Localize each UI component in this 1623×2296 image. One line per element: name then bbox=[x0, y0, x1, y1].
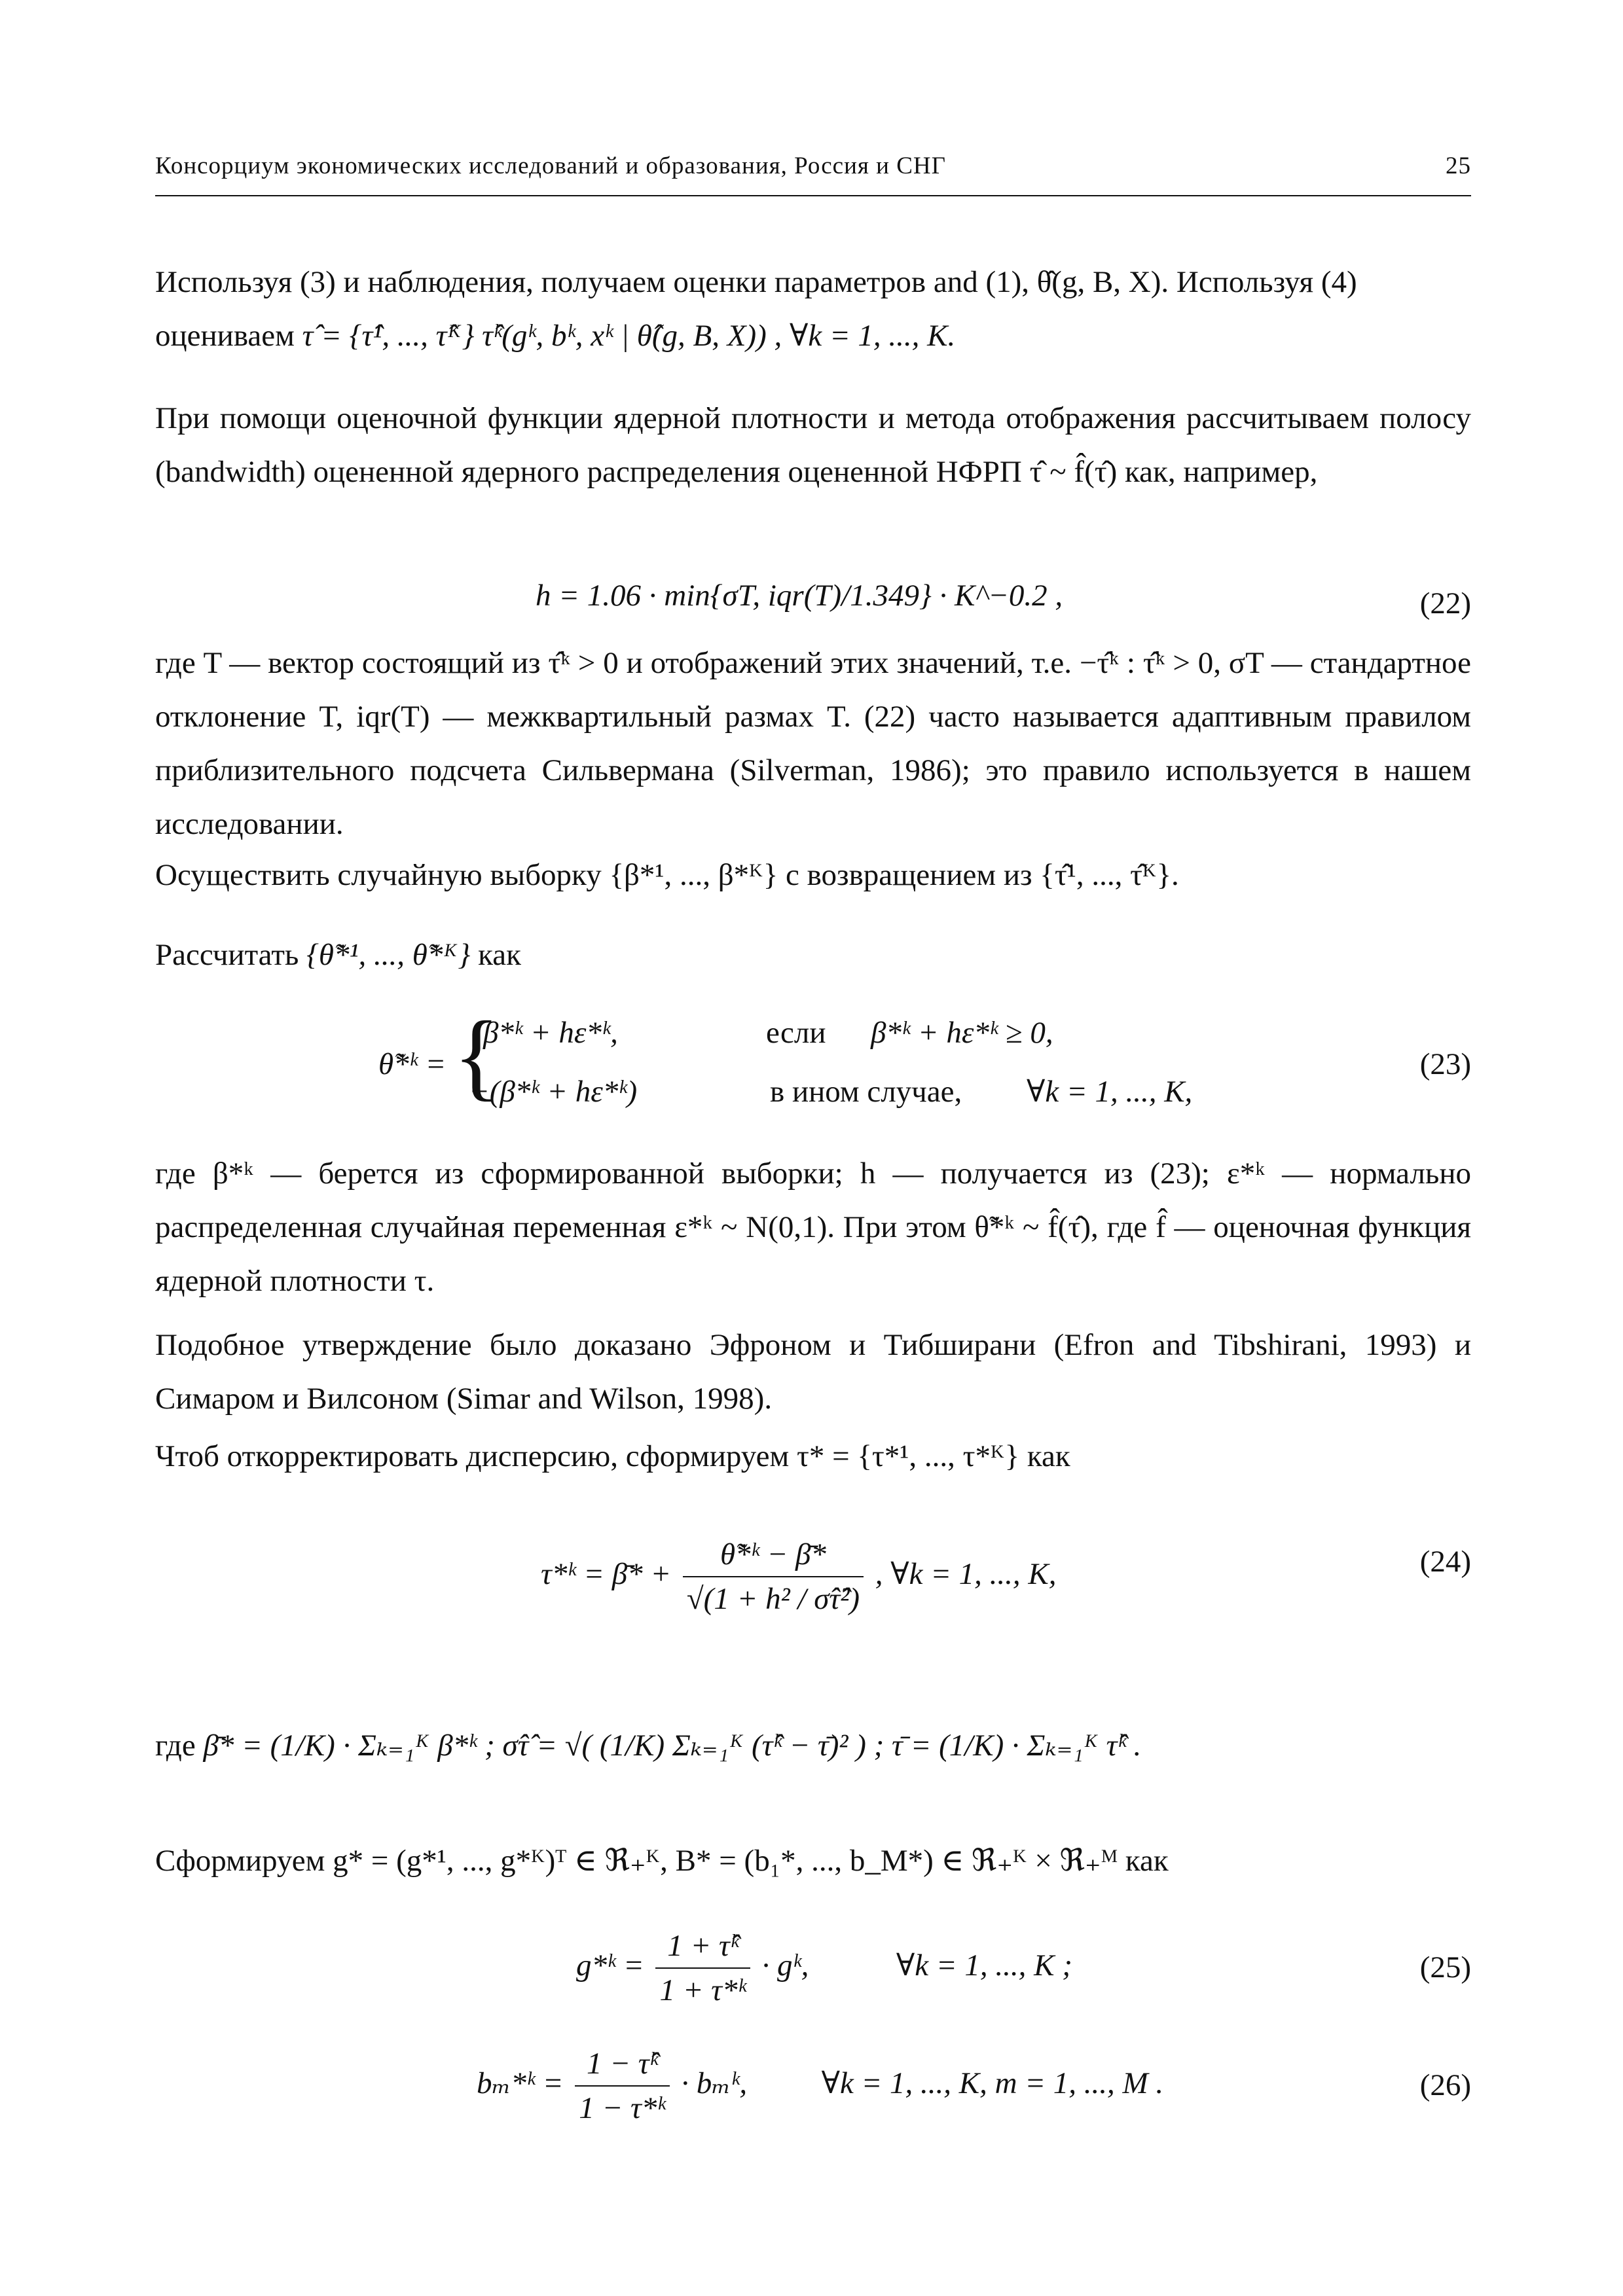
equation-number-22: (22) bbox=[1419, 586, 1471, 620]
equation-23-cond2-word: в ином случае, bbox=[770, 1075, 962, 1109]
equation-26-lhs: bₘ*ᵏ = bbox=[477, 2066, 564, 2100]
paragraph-form-g-b: Сформируем g* = (g*¹, ..., g*ᴷ)ᵀ ∈ ℜ₊ᴷ, B* = (b₁*, ..., b_M*) ∈ ℜ₊ᴷ × ℜ₊ᴹ как bbox=[155, 1844, 1169, 1878]
equation-25-denominator: 1 + τ*ᵏ bbox=[659, 1973, 746, 2007]
paragraph-line: Используя (3) и наблюдения, получаем оценки параметров and (1), θ̂(g, B, X). Используя (4) bbox=[155, 265, 1357, 299]
equation-24-tail: , ∀k = 1, ..., K, bbox=[875, 1556, 1057, 1591]
equation-26-tail: · bₘᵏ, bbox=[681, 2066, 748, 2100]
equation-24-numerator: θ̃*ᵏ − β̄* bbox=[683, 1533, 864, 1577]
paragraph-line bbox=[155, 309, 1471, 363]
equation-24-lhs: τ*ᵏ = β̄* + bbox=[541, 1556, 672, 1591]
equation-25-fraction bbox=[655, 1924, 750, 2012]
paragraph-text: как bbox=[478, 938, 521, 972]
equation-26-condition: ∀k = 1, ..., K, m = 1, ..., M . bbox=[821, 2066, 1164, 2100]
equation-24-den-h: h² bbox=[765, 1582, 790, 1616]
equation-25-lhs: g*ᵏ = bbox=[576, 1948, 644, 1982]
paragraph-vector-t: где T — вектор состоящий из τ̂ᵏ > 0 и отображений этих значений, т.е. −τ̂ᵏ : τ̂ᵏ > 0, σT — стандартное отклонение T, iqr(T) — межквартильный размах T. (22) часто называется адаптивным правилом приблизительного подсчета Сильвермана (Silverman, 1986); это правило используется в нашем исследовании. bbox=[155, 646, 1471, 841]
paragraph-definitions bbox=[155, 1719, 1471, 1772]
page-number: 25 bbox=[1446, 152, 1471, 179]
equation-23-cond1: β*ᵏ + hε*ᵏ ≥ 0, bbox=[871, 1016, 1053, 1050]
paragraph-text: Рассчитать bbox=[155, 938, 299, 972]
paragraph-variance: Чтоб откорректировать дисперсию, сформируем τ* = {τ*¹, ..., τ*ᴷ} как bbox=[155, 1439, 1070, 1473]
equation-23-case2: −(β*ᵏ + hε*ᵏ) bbox=[469, 1075, 638, 1109]
equation-number-24: (24) bbox=[1419, 1545, 1471, 1579]
equation-25-condition: ∀k = 1, ..., K ; bbox=[896, 1948, 1072, 1982]
equation-26-denominator: 1 − τ*ᵏ bbox=[579, 2091, 666, 2125]
definition-tau-bar: τ̄ = (1/K) · Σₖ₌₁ᴷ τ̂ᵏ . bbox=[892, 1729, 1142, 1763]
equation-23-lhs: θ̃*ᵏ = bbox=[378, 1047, 447, 1081]
equation-25 bbox=[576, 1924, 1072, 2012]
equation-number-26: (26) bbox=[1419, 2068, 1471, 2102]
equation-23-case1: β*ᵏ + hε*ᵏ, bbox=[483, 1016, 618, 1050]
paragraph-bandwidth: При помощи оценочной функции ядерной плотности и метода отображения рассчитываем полосу (bandwidth) оцененной ядерного распределения оцененной НФРП τ̂ ~ f̂(τ̂) как, например, bbox=[155, 401, 1471, 489]
equation-26-numerator: 1 − τ̂ᵏ bbox=[575, 2042, 669, 2087]
formula-inline: {θ̃*¹, ..., θ̃*ᴷ} bbox=[306, 938, 471, 972]
equation-24-den-sigma: σ̂τ̂² bbox=[814, 1582, 850, 1616]
equation-23-cond2: ∀k = 1, ..., K, bbox=[1027, 1075, 1193, 1109]
equation-26-fraction bbox=[575, 2042, 669, 2130]
paragraph-efron: Подобное утверждение было доказано Эфроном и Тибширани (Efron and Tibshirani, 1993) и Симаром и Вилсоном (Simar and Wilson, 1998). bbox=[155, 1328, 1471, 1416]
paragraph-estimates bbox=[155, 255, 1471, 363]
equation-number-25: (25) bbox=[1419, 1950, 1471, 1984]
equation-24 bbox=[541, 1533, 1057, 1621]
paragraph-text: оцениваем bbox=[155, 319, 295, 353]
equation-number-23: (23) bbox=[1419, 1047, 1471, 1081]
formula-inline: τ̂ = {τ̂¹, ..., τ̂ᴷ} τ̂ᵏ(gᵏ, bᵏ, xᵏ | θ̂(g, B, X)) , ∀k = 1, ..., K. bbox=[302, 319, 956, 353]
paragraph-compute bbox=[155, 928, 1471, 982]
equation-26 bbox=[477, 2042, 1163, 2130]
paragraph-text: где bbox=[155, 1729, 196, 1763]
paragraph-where-beta: где β*ᵏ — берется из сформированной выборки; h — получается из (23); ε*ᵏ — нормально распределенная случайная переменная ε*ᵏ ~ N(0,1). При этом θ̃*ᵏ ~ f̂(τ̂), где f̂ — оценочная функция ядерной плотности τ. bbox=[155, 1157, 1471, 1298]
equation-25-numerator: 1 + τ̂ᵏ bbox=[655, 1924, 750, 1969]
header-rule bbox=[155, 195, 1471, 196]
equation-24-denominator: √(1 + h² / σ̂τ̂²) bbox=[686, 1582, 860, 1616]
paragraph-sample: Осуществить случайную выборку {β*¹, ..., β*ᴷ} с возвращением из {τ̂¹, ..., τ̂ᴷ}. bbox=[155, 858, 1179, 892]
equation-22: h = 1.06 · min{σT, iqr(T)/1.349} · K^−0.2 , bbox=[536, 579, 1063, 613]
equation-23-cond1-word: если bbox=[766, 1016, 826, 1050]
equation-24-fraction bbox=[683, 1533, 864, 1621]
equation-23-brace: { bbox=[453, 1001, 500, 1110]
definition-sigma: σ̂τ̂ = √( (1/K) Σₖ₌₁ᴷ (τ̂ᵏ − τ̄)² ) ; bbox=[502, 1729, 884, 1763]
equation-25-tail: · gᵏ, bbox=[761, 1948, 809, 1982]
header-title: Консорциум экономических исследований и образования, Россия и СНГ bbox=[155, 152, 947, 179]
definition-beta-bar: β̄* = (1/K) · Σₖ₌₁ᴷ β*ᵏ ; bbox=[203, 1729, 495, 1763]
running-header bbox=[155, 152, 1471, 180]
